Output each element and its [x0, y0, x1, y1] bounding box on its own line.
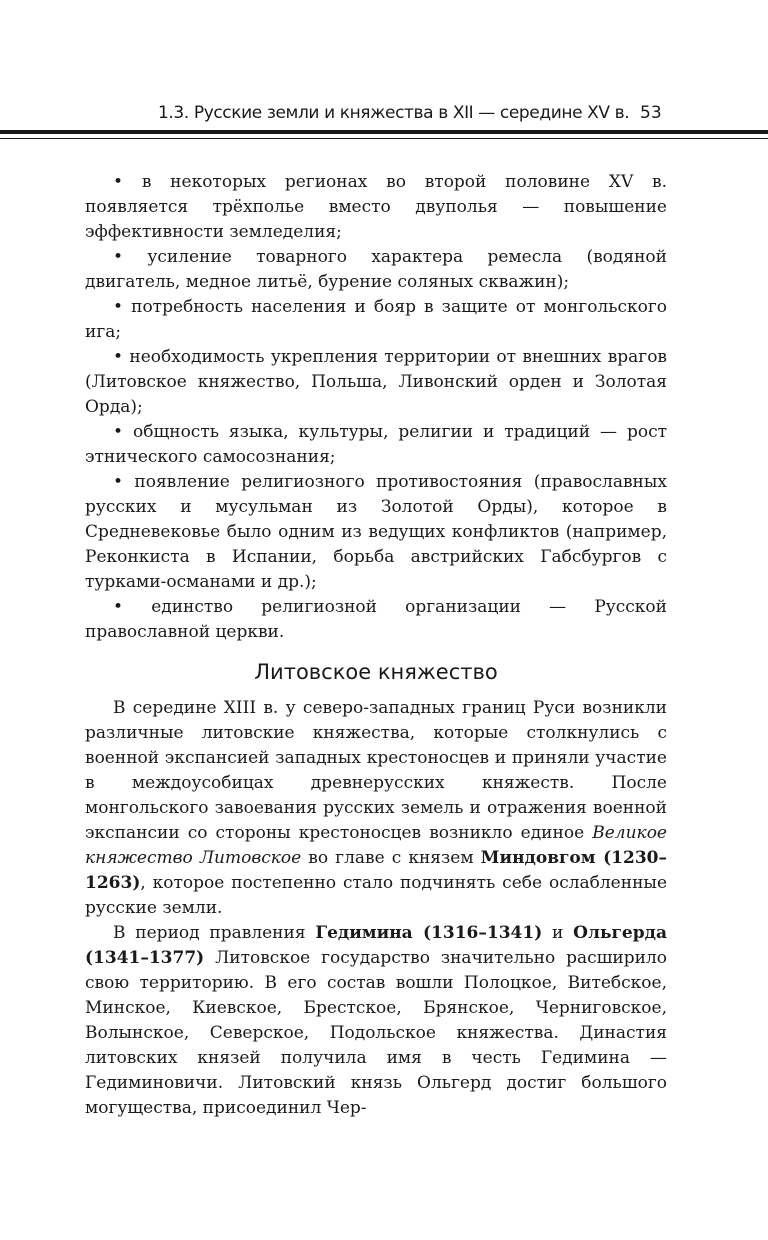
list-item: • появление религиозного противостояния (православных русских и мусульман из Золотой Орды), которое в Средневековье было одним из ведущих конфликтов (например, Реконкиста в Испании, борьба австрийских Габсбургов с турками-османами и др.); — [85, 472, 667, 592]
list-item: • потребность населения и бояр в защите от монгольского ига; — [85, 297, 667, 342]
paragraph-1-italic: Великое княжество Литовское — [85, 823, 667, 868]
list-item: • необходимость укрепления территории от внешних врагов (Литовское княжество, Польша, Ливонский орден и Золотая Орда); — [85, 347, 667, 417]
paragraph-2 — [85, 921, 667, 1121]
running-title: 1.3. Русские земли и княжества в XII — середине XV в. — [158, 103, 630, 123]
paragraph-2-text-2: и — [542, 923, 574, 943]
paragraph-2-text-3: Литовское государство значительно расширило свою территорию. В его состав вошли Полоцкое, Витебское, Минское, Киевское, Брестское, Брянское, Черниговское, Волынское, Северское, Подольское княжества. Династия литовских князей получила имя в честь Гедимина — Гедиминовичи. Литовский князь Ольгерд достиг большого могущества, присоединил Чер- — [85, 948, 667, 1118]
page-body — [85, 170, 667, 1121]
list-item: • общность языка, культуры, религии и традиций — рост этнического самосознания; — [85, 422, 667, 467]
paragraph-2-bold-2: Ольгерда (1341–1377) — [85, 923, 667, 968]
paragraph-1-bold: Миндовгом (1230–1263) — [85, 848, 667, 893]
paragraph-1-text-2: во главе с князем — [301, 848, 481, 868]
paragraph-1-text-3: , которое постепенно стало подчинять себе ослабленные русские земли. — [85, 873, 667, 918]
list-item: • усиление товарного характера ремесла (водяной двигатель, медное литьё, бурение соляных скважин); — [85, 247, 667, 292]
list-item: • единство религиозной организации — Русской православной церкви. — [85, 597, 667, 642]
paragraph-1-text-1: В середине XIII в. у северо-западных границ Руси возникли различные литовские княжества, которые столкнулись с военной экспансией западных крестоносцев и приняли участие в междоусобицах древнерусских княжеств. После монгольского завоевания русских земель и отражения военной экспансии со стороны крестоносцев возникло единое — [85, 698, 667, 843]
paragraph-2-text-1: В период правления — [113, 923, 316, 943]
running-head — [0, 95, 768, 125]
header-rule-thin — [0, 138, 768, 139]
list-item: • в некоторых регионах во второй половине XV в. появляется трёхполье вместо двуполья — повышение эффективности земледелия; — [85, 172, 667, 242]
page-number: 53 — [640, 103, 662, 123]
section-title: Литовское княжество — [254, 660, 498, 684]
paragraph-1 — [85, 696, 667, 921]
header-rule-thick — [0, 130, 768, 134]
paragraph-2-bold-1: Гедимина (1316–1341) — [315, 923, 543, 943]
